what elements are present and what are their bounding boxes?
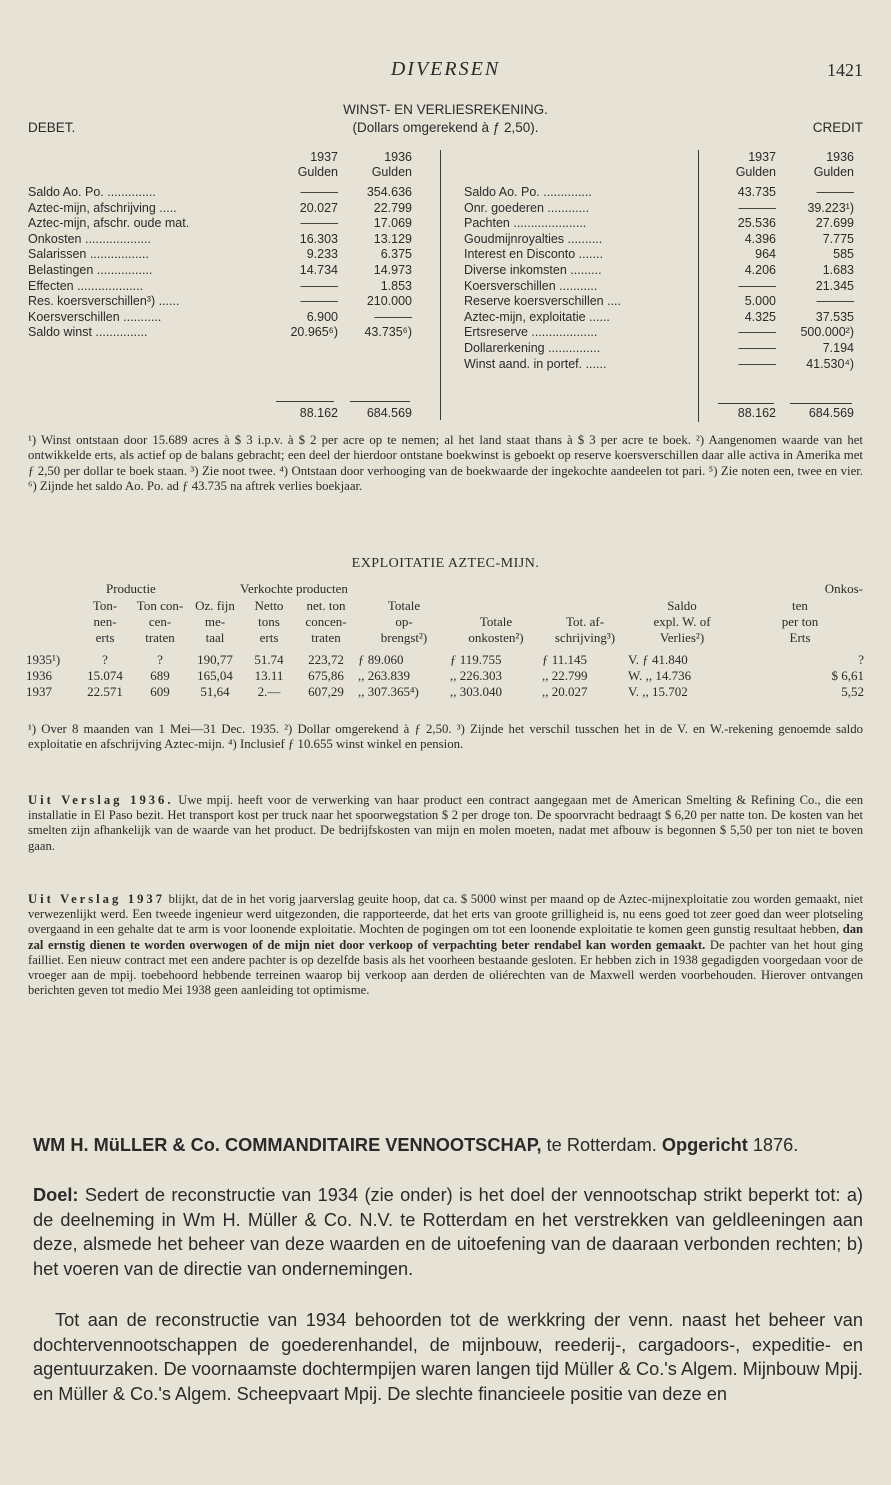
debet-row-label: Koersverschillen ........... [28,309,162,324]
header-onkosten: Onkos- [824,581,863,596]
table-cell: ,, 307.365⁴) [358,684,419,699]
credit-row-1937: 4.396 [744,231,776,246]
header-cell [542,598,628,614]
header-cell: schrijving³) [554,630,616,645]
company-name: WM H. MüLLER & Co. COMMANDITAIRE VENNOOTSCHAP, [33,1135,542,1155]
table-cell: 22.571 [87,684,123,699]
company-history: Tot aan de reconstructie van 1934 behoorden tot de werkkring der venn. naast het beheer van dochtervennootschappen de goederenhandel, de mijnbouw, reederij-, cargadoors-, expeditie- en agentuurzaken. De voornaamste dochtermpijen waren langen tijd Müller & Co.'s Algem. Mijnbouw Mpij. en Müller & Co.'s Algem. Scheepvaart Mpij. De slechte financieele positie van deze en [33,1310,863,1404]
debet-total-1936: 684.569 [366,406,412,420]
credit-row-1936: 500.000²) [800,325,854,340]
footnotes-account: ¹) Winst ontstaan door 15.689 acres à $ 3 i.p.v. à $ 2 per acre op te nemen; al het land staat thans à $ 3 per acre te boek. ²) Aangenomen waarde van het ontwikkelde erts, als actief op de balans gebracht; een deel der hierdoor ontstane boekwinst is geboekt op reserve koersverschillen daar alle activa in Amerika met ƒ 2,50 per dollar te boek staan. ³) Zie noot twee. ⁴) Ontstaan door verhooging van de boekwaarde der ingekochte aandeelen tot pari. ⁵) Zie noten een, twee en vier. ⁶) Zijnde het saldo Ao. Po. ad ƒ 43.735 na aftrek verlies boekjaar. [28,433,863,494]
report-1937 [28,892,863,998]
table-row [26,684,864,700]
table-cell: ? [102,652,108,667]
header-cell [450,598,542,614]
debet-row-1937: ——— [300,278,338,293]
header-cell [26,614,76,630]
header-cell: ten [792,598,808,613]
credit-row-1937: 43.735 [737,185,776,199]
account-title: WINST- EN VERLIESREKENING. [343,102,548,117]
credit-row-1937: 25.536 [737,216,776,231]
credit-row-1936: 21.345 [815,278,854,293]
header-cell: tons [258,614,280,629]
debet-unit-1936: Gulden [371,165,412,179]
header-verkochte: Verkochte producten [240,581,348,596]
table-cell: 1937 [26,684,52,699]
header-cell: erts [259,630,279,645]
header-cell: erts [95,630,115,645]
section-title: DIVERSEN [390,58,501,80]
exploitation-table [26,598,864,700]
header-cell: nen- [93,614,117,629]
table-cell: ƒ 11.145 [542,652,588,667]
credit-total-rule-1937 [718,403,774,404]
table-row [26,646,864,668]
debet-row-label: Res. koersverschillen³) ...... [28,294,180,309]
credit-total-rule-1936 [790,403,852,404]
credit-row-1936: ——— [816,185,854,199]
table-cell: 51,64 [200,684,230,699]
founded-label: Opgericht [661,1135,748,1155]
header-cell: Ton con- [136,598,184,613]
company-heading [33,1133,863,1158]
debet-row-label: Aztec-mijn, afschrijving ..... [28,200,177,215]
credit-row-1936: 7.775 [822,231,854,246]
exploitation-header-row [26,614,864,630]
table-cell: 13.11 [254,668,284,683]
header-cell: traten [311,630,341,645]
credit-row-1936: 1.683 [822,263,854,277]
debet-row-1936: 14.973 [373,263,412,277]
debet-row-1937: ——— [300,185,338,199]
credit-row-1936: 7.194 [822,341,854,355]
header-cell: Tot. af- [565,614,605,629]
header-cell: me- [204,614,226,629]
table-cell: 607,29 [308,684,344,699]
debet-row-label: Saldo Ao. Po. .............. [28,185,156,199]
table-cell: 2.— [257,684,281,699]
header-cell: Totale [387,598,421,613]
header-cell: cen- [148,614,172,629]
credit-heading: CREDIT [812,120,863,135]
header-cell: expl. W. of [653,614,711,629]
header-cell: Netto [254,598,284,613]
table-cell: ƒ 119.755 [450,652,502,667]
debet-row-1937: 6.900 [306,309,338,324]
report-1937-text2: De pachter van het hout ging failliet. Een nieuw contract met een andere pachter is op dezelfde basis als het voorheen bestaande gesloten. Er hebben zich in 1938 gegadigden voorgedaan voor de vroeger aan de mpij. toebehoord hebbende terreinen waarop bij verkoop aan derden de oliérechten van de Maxwell werden voorbehouden. Hierover ontvangen berichten geven tot medio Mei 1938 geen aanleiding tot optimisme. [28,937,864,998]
page-header [0,58,891,86]
credit-row-1937: 964 [755,247,776,262]
table-cell: ,, 226.303 [450,668,502,683]
debet-heading: DEBET. [28,120,76,135]
header-cell: op- [395,614,413,629]
credit-col-divider [698,150,699,422]
company-purpose [33,1183,863,1281]
credit-row-label: Dollarerkening ............... [464,341,601,355]
table-row [26,668,864,684]
table-cell: 1936 [26,668,52,683]
debet-row-1936: 43.735⁶) [364,325,412,340]
credit-row-1937: 4.206 [744,263,776,277]
credit-row-label: Interest en Disconto ....... [464,247,603,262]
debet-year-1936: 1936 [384,150,412,164]
report-1937-bold: dan zal ernstig dienen te worden overwogen of de mijn niet door verkoop of verpachting beter rendabel kan worden gemaakt. [28,922,863,952]
credit-year-1937: 1937 [748,150,776,164]
debet-row-1936: 1.853 [380,278,412,293]
table-cell: V. ƒ 41.840 [628,652,688,667]
header-cell: Oz. fijn [195,598,235,613]
purpose-label: Doel: [33,1185,79,1205]
credit-row-1937: ——— [738,325,776,340]
debet-row-1937: 16.303 [299,231,338,246]
table-cell: W. ,, 14.736 [628,668,692,683]
table-cell: ,, 20.027 [542,684,588,699]
table-cell: 190,77 [197,652,233,667]
report-1936-lead: Uit Verslag 1936. [28,793,174,807]
debet-unit-1937: Gulden [297,165,338,179]
company-location: te Rotterdam. [541,1135,662,1155]
purpose-text: Sedert de reconstructie van 1934 (zie onder) is het doel der vennootschap strikt beperkt tot: a) de deelneming in Wm H. Müller & Co. N.V. te Rotterdam en het verstrekken van geldleeningen aan deze, alsmede het beheer van deze waarden en de uitoefening van de daaraan verbonden rechten; b) het voeren van de directie van ondernemingen. [33,1185,863,1279]
credit-row-label: Saldo Ao. Po. .............. [464,185,592,199]
exploitation-header-row [26,630,864,646]
debet-row-1937: 14.734 [299,263,338,277]
credit-year-1936: 1936 [826,150,854,164]
debet-row-1937: 9.233 [306,247,338,262]
credit-row-label: Pachten ..................... [464,216,587,231]
table-cell: ,, 263.839 [358,668,410,683]
header-cell: Erts [789,630,811,645]
credit-unit-1937: Gulden [735,165,776,179]
table-cell: ,, 22.799 [542,668,588,683]
table-cell: 51.74 [254,652,284,667]
credit-row-1937: ——— [738,200,776,215]
credit-row-label: Winst aand. in portef. ...... [464,356,607,371]
table-cell: ? [858,652,864,667]
credit-row-label: Onr. goederen ............ [464,200,590,215]
debet-row-1936: 6.375 [380,247,412,262]
credit-row-label: Ertsreserve ................... [464,325,598,340]
credit-row-1937: ——— [738,356,776,371]
debet-row-1937: ——— [300,294,338,309]
debet-row-1936: 354.636 [366,185,412,199]
center-divider [440,150,441,420]
report-1936-text: Uwe mpij. heeft voor de verwerking van haar product een contract aangegaan met de American Smelting & Refining Co., die een installatie in El Paso bezit. Het transport kost per truck naar het spoorwegstation $ 2 per droge ton. De spoorvracht bedraagt $ 6,20 per natte ton. De kosten van het smelten zijn afhankelijk van de waarde van het product. De bedrijfskosten van mijn en molen moeten, nadat met afbouw is begonnen $ 5,50 per ton niet te boven gaan. [28,793,863,853]
header-cell [26,598,76,614]
header-cell: per ton [781,614,819,629]
table-cell: 223,72 [308,652,344,667]
header-cell: Verlies²) [659,630,705,645]
table-cell: 15.074 [87,668,123,683]
header-cell: onkosten²) [468,630,524,645]
debet-row-label: Onkosten ................... [28,231,151,246]
debet-total-rule-1937 [276,401,334,402]
credit-row-1937: ——— [738,278,776,293]
founded-year: 1876. [747,1135,799,1155]
credit-row-label: Goudmijnroyalties .......... [464,231,603,246]
table-cell: ,, 303.040 [450,684,502,699]
credit-row-1936: 585 [833,247,854,262]
header-cell: Totale [479,614,513,629]
debet-row-1937: ——— [300,216,338,231]
table-cell: 675,86 [308,668,344,683]
credit-row-label: Reserve koersverschillen .... [464,294,622,309]
debet-year-1937: 1937 [310,150,338,164]
header-productie: Productie [106,581,156,596]
debet-row-label: Effecten ................... [28,278,144,293]
debet-total-1937: 88.162 [299,406,338,420]
debet-row-label: Saldo winst ............... [28,325,148,340]
credit-row-1937: ——— [738,341,776,355]
exploitation-title: EXPLOITATIE AZTEC-MIJN. [351,556,540,571]
table-cell: ƒ 89.060 [358,652,404,667]
credit-row-1936: 27.699 [815,216,854,231]
table-cell: 689 [150,668,170,683]
header-cell: taal [205,630,225,645]
header-cell: Ton- [92,598,118,613]
table-cell: 5,52 [841,684,864,699]
report-1936 [28,793,863,854]
debet-row-label: Belastingen ................ [28,263,153,277]
footnotes-exploitation: ¹) Over 8 maanden van 1 Mei—31 Dec. 1935. ²) Dollar omgerekend à ƒ 2,50. ³) Zijnde het verschil tusschen het in de V. en W.-rekening genoemde saldo exploitatie en afschrijving Aztec-mijn. ⁴) Inclusief ƒ 10.655 winst winkel en pension. [28,722,863,752]
report-1937-text1: blijkt, dat de in het vorig jaarverslag geuite hoop, dat ca. $ 5000 winst per maand op de Aztec-mijnexploitatie zou worden gemaakt, niet verwezenlijkt werd. Een tweede ingenieur werd uitgezonden, die rapporteerde, dat het erts van groote grilligheid is, nu eens goed tot zeer goed dan weer plotseling overgaand in een gehalte dat te arm is voor loonende exploitatie. Mochten de pogingen om tot een loonende exploitatie te komen geen gunstig resultaat hebben, [28,892,863,937]
header-cell [26,630,76,646]
credit-row-1936: 41.530⁴) [806,356,854,371]
credit-row-label: Koersverschillen ........... [464,278,598,293]
report-1937-lead: Uit Verslag 1937 [28,892,166,906]
debet-row-1937: 20.965⁶) [290,325,338,340]
debet-row-1936: ——— [374,309,412,324]
debet-row-label: Aztec-mijn, afschr. oude mat. [28,216,190,231]
table-cell: ? [157,652,163,667]
table-cell: V. ,, 15.702 [628,684,688,699]
credit-total-1936: 684.569 [808,406,854,420]
header-cell: brengst²) [380,630,428,645]
table-cell: 609 [150,684,170,699]
debet-row-label: Salarissen ................. [28,247,149,262]
debet-row-1937: 20.027 [299,200,338,215]
credit-row-1936: 37.535 [815,309,854,324]
credit-total-1937: 88.162 [737,406,776,420]
debet-row-1936: 17.069 [373,216,412,231]
page-number: 1421 [827,60,863,80]
header-cell: concen- [305,614,347,629]
debet-row-1936: 22.799 [373,200,412,215]
table-cell: $ 6,61 [831,668,864,683]
table-cell: 165,04 [197,668,233,683]
debet-row-1936: 13.129 [373,231,412,246]
credit-row-1936: ——— [816,294,854,309]
credit-row-label: Aztec-mijn, exploitatie ...... [464,309,610,324]
exploitation-header-row [26,598,864,614]
header-cell: traten [145,630,175,645]
debet-total-rule-1936 [350,401,410,402]
debet-row-1936: 210.000 [366,294,412,309]
credit-row-1936: 39.223¹) [807,200,854,215]
table-cell: 1935¹) [26,652,61,667]
credit-row-1937: 4.325 [744,309,776,324]
credit-unit-1936: Gulden [813,165,854,179]
credit-row-1937: 5.000 [744,294,776,309]
credit-row-label: Diverse inkomsten ......... [464,263,602,277]
header-cell: net. ton [306,598,346,613]
account-subtitle: (Dollars omgerekend à ƒ 2,50). [352,120,539,135]
header-cell: Saldo [667,598,697,613]
